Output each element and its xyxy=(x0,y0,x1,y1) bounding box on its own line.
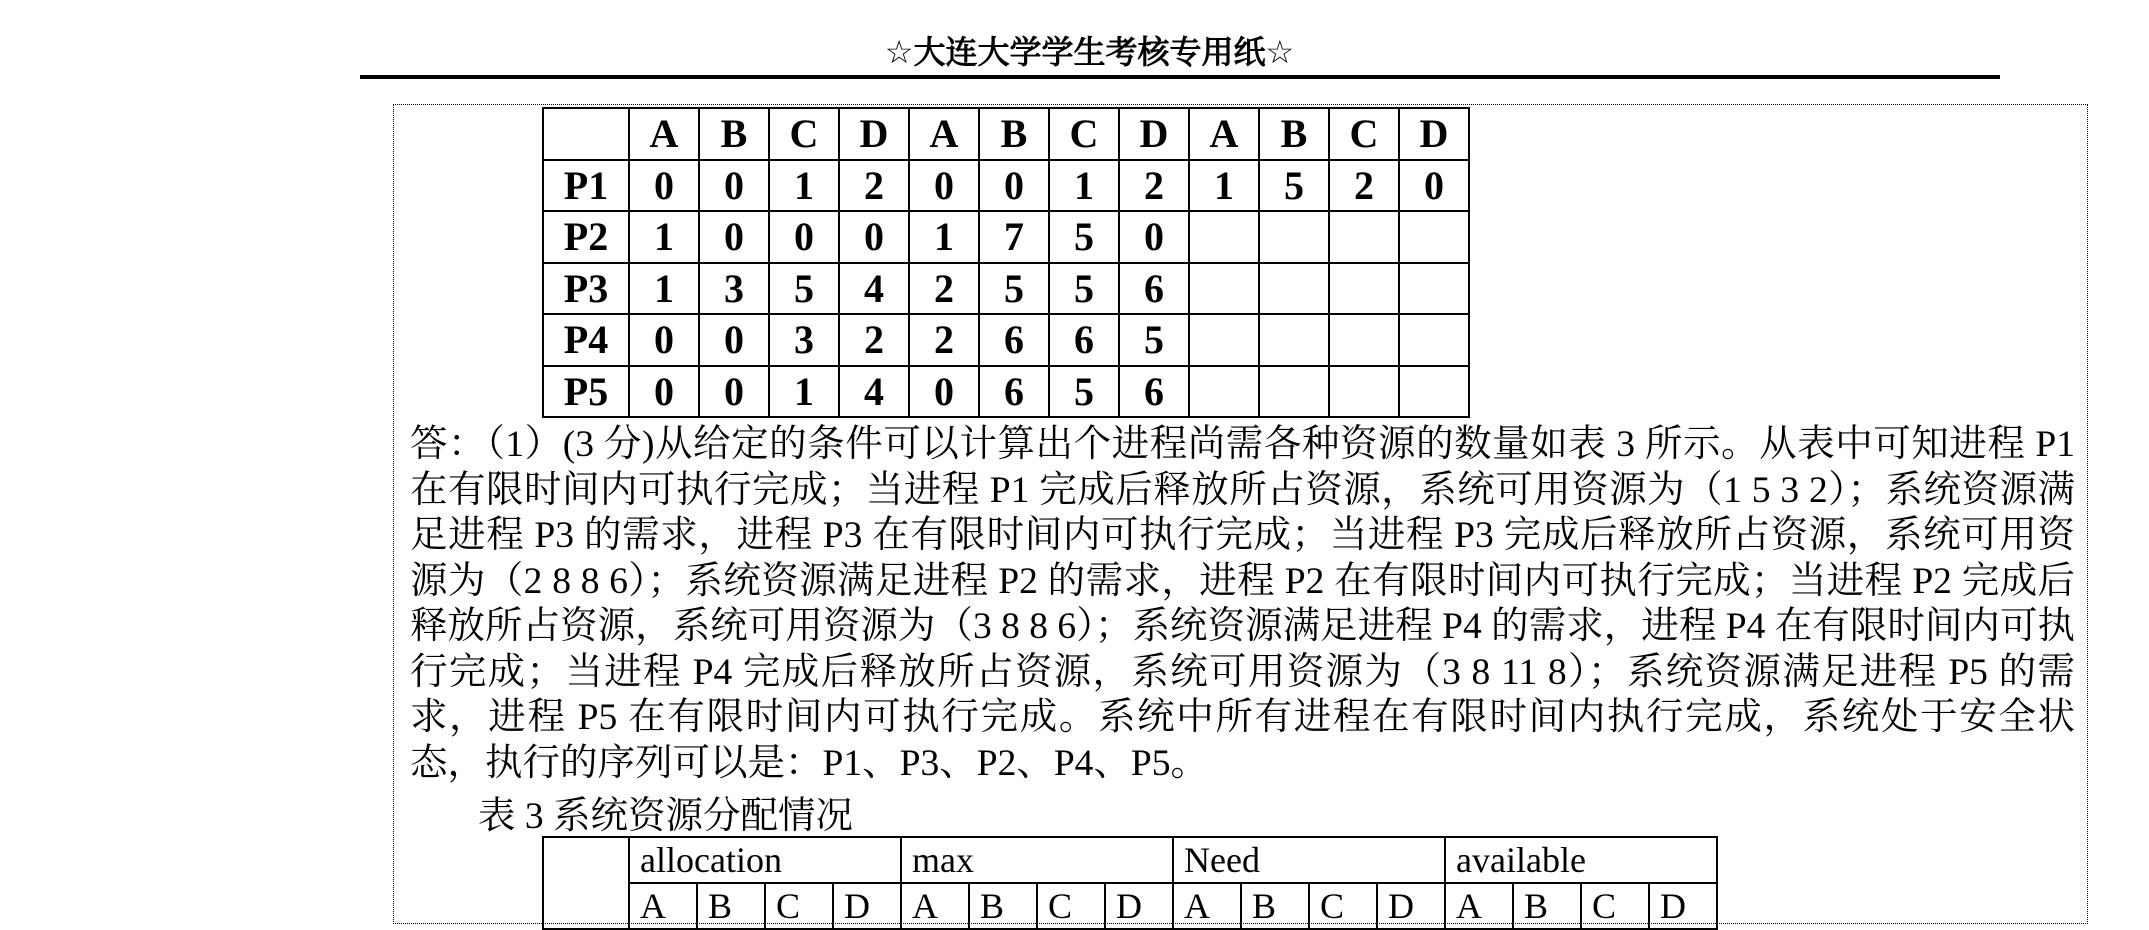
table-cell: 5 xyxy=(769,263,839,315)
row-label: P2 xyxy=(543,211,629,263)
table-cell: 1 xyxy=(1189,160,1259,212)
column-header: D xyxy=(1119,108,1189,160)
table-cell: 2 xyxy=(909,314,979,366)
table-cell xyxy=(1189,211,1259,263)
table-cell: 6 xyxy=(1119,366,1189,418)
sub-header: A xyxy=(1445,883,1513,929)
table-cell: 0 xyxy=(909,366,979,418)
group-header-row xyxy=(543,837,1717,883)
table-row xyxy=(543,366,1469,418)
table-cell: 4 xyxy=(839,366,909,418)
table-cell: 6 xyxy=(979,314,1049,366)
table-cell xyxy=(1399,211,1469,263)
table-cell: 4 xyxy=(839,263,909,315)
table-cell xyxy=(1259,314,1329,366)
column-header: D xyxy=(839,108,909,160)
table-cell xyxy=(1259,263,1329,315)
table-cell: 1 xyxy=(1049,160,1119,212)
table-cell xyxy=(1259,211,1329,263)
column-header: A xyxy=(629,108,699,160)
sub-header: C xyxy=(765,883,833,929)
table-row xyxy=(543,263,1469,315)
corner-cell xyxy=(543,108,629,160)
table-cell: 2 xyxy=(909,263,979,315)
corner-cell xyxy=(543,837,629,929)
sub-header: C xyxy=(1037,883,1105,929)
page-header-title: ☆大连大学学生考核专用纸☆ xyxy=(884,33,1295,71)
table-cell: 1 xyxy=(629,211,699,263)
group-header: available xyxy=(1445,837,1717,883)
table-cell: 2 xyxy=(839,160,909,212)
table-cell: 2 xyxy=(1329,160,1399,212)
column-header: B xyxy=(699,108,769,160)
table-cell: 1 xyxy=(769,366,839,418)
table-cell xyxy=(1329,263,1399,315)
sub-header: A xyxy=(901,883,969,929)
sub-header: A xyxy=(629,883,697,929)
table-cell: 5 xyxy=(1049,366,1119,418)
answer-paragraph: 答：（1）(3 分)从给定的条件可以计算出个进程尚需各种资源的数量如表 3 所示。从表中可知进程 P1 在有限时间内可执行完成；当进程 P1 完成后释放所占资源，系统可用资源为（1 5 3 2）；系统资源满足进程 P3 的需求，进程 P3 在有限时间内可执行完成；当进程 P3 完成后释放所占资源，系统可用资源为（2 8 8 6）；系统资源满足进程 P2 的需求，进程 P2 在有限时间内可执行完成；当进程 P2 完成后释放所占资源，系统可用资源为（3 8 8 6）；系统资源满足进程 P4 的需求，进程 P4 在有限时间内可执行完成；当进程 P4 完成后释放所占资源，系统可用资源为（3 8 11 8）；系统资源满足进程 P5 的需求，进程 P5 在有限时间内可执行完成。系统中所有进程在有限时间内执行完成，系统处于安全状态，执行的序列可以是：P1、P3、P2、P4、P5。 xyxy=(410,424,2075,784)
table-row xyxy=(543,211,1469,263)
table-cell xyxy=(1259,366,1329,418)
table-row xyxy=(543,160,1469,212)
sub-header: D xyxy=(1377,883,1445,929)
column-header: B xyxy=(979,108,1049,160)
table-cell xyxy=(1399,263,1469,315)
sub-header: B xyxy=(1513,883,1581,929)
column-header: A xyxy=(909,108,979,160)
table-cell: 0 xyxy=(699,160,769,212)
table-cell: 5 xyxy=(1259,160,1329,212)
table-cell xyxy=(1329,211,1399,263)
table-cell: 1 xyxy=(909,211,979,263)
row-label: P3 xyxy=(543,263,629,315)
column-header: C xyxy=(1329,108,1399,160)
sub-header-row xyxy=(543,883,1717,929)
row-label: P1 xyxy=(543,160,629,212)
table-cell: 1 xyxy=(769,160,839,212)
table-cell: 0 xyxy=(979,160,1049,212)
group-header: allocation xyxy=(629,837,901,883)
sub-header: D xyxy=(1649,883,1717,929)
table-cell: 6 xyxy=(979,366,1049,418)
table-cell: 7 xyxy=(979,211,1049,263)
sub-header: B xyxy=(1241,883,1309,929)
table-cell: 3 xyxy=(699,263,769,315)
column-header: C xyxy=(1049,108,1119,160)
table-cell: 1 xyxy=(629,263,699,315)
column-header: A xyxy=(1189,108,1259,160)
table-cell: 0 xyxy=(699,211,769,263)
column-header: D xyxy=(1399,108,1469,160)
table-cell: 0 xyxy=(769,211,839,263)
table-cell: 5 xyxy=(979,263,1049,315)
row-label: P5 xyxy=(543,366,629,418)
table-cell: 3 xyxy=(769,314,839,366)
sub-header: B xyxy=(697,883,765,929)
table-cell: 0 xyxy=(1119,211,1189,263)
column-header: C xyxy=(769,108,839,160)
table-caption: 表 3 系统资源分配情况 xyxy=(478,796,853,837)
table-cell: 0 xyxy=(629,314,699,366)
table-cell: 0 xyxy=(909,160,979,212)
table-cell: 5 xyxy=(1049,263,1119,315)
table-cell xyxy=(1189,314,1259,366)
table-cell xyxy=(1399,314,1469,366)
table-cell: 5 xyxy=(1119,314,1189,366)
table-cell xyxy=(1329,314,1399,366)
sub-header: C xyxy=(1581,883,1649,929)
sub-header: D xyxy=(1105,883,1173,929)
group-header: max xyxy=(901,837,1173,883)
table-cell: 2 xyxy=(1119,160,1189,212)
row-label: P4 xyxy=(543,314,629,366)
allocation-table xyxy=(542,836,1718,930)
sub-header: B xyxy=(969,883,1037,929)
table-header-row xyxy=(543,108,1469,160)
table-cell xyxy=(1399,366,1469,418)
table-cell xyxy=(1189,263,1259,315)
table-cell: 6 xyxy=(1049,314,1119,366)
table-cell xyxy=(1329,366,1399,418)
sub-header: A xyxy=(1173,883,1241,929)
sub-header: D xyxy=(833,883,901,929)
table-cell: 5 xyxy=(1049,211,1119,263)
table-cell: 0 xyxy=(839,211,909,263)
resource-table xyxy=(542,107,1470,418)
table-row xyxy=(543,314,1469,366)
column-header: B xyxy=(1259,108,1329,160)
group-header: Need xyxy=(1173,837,1445,883)
table-cell xyxy=(1189,366,1259,418)
table-cell: 0 xyxy=(629,366,699,418)
table-cell: 0 xyxy=(699,366,769,418)
sub-header: C xyxy=(1309,883,1377,929)
header-rule xyxy=(360,75,2000,79)
table-cell: 0 xyxy=(629,160,699,212)
table-cell: 0 xyxy=(699,314,769,366)
table-cell: 2 xyxy=(839,314,909,366)
table-cell: 6 xyxy=(1119,263,1189,315)
table-cell: 0 xyxy=(1399,160,1469,212)
